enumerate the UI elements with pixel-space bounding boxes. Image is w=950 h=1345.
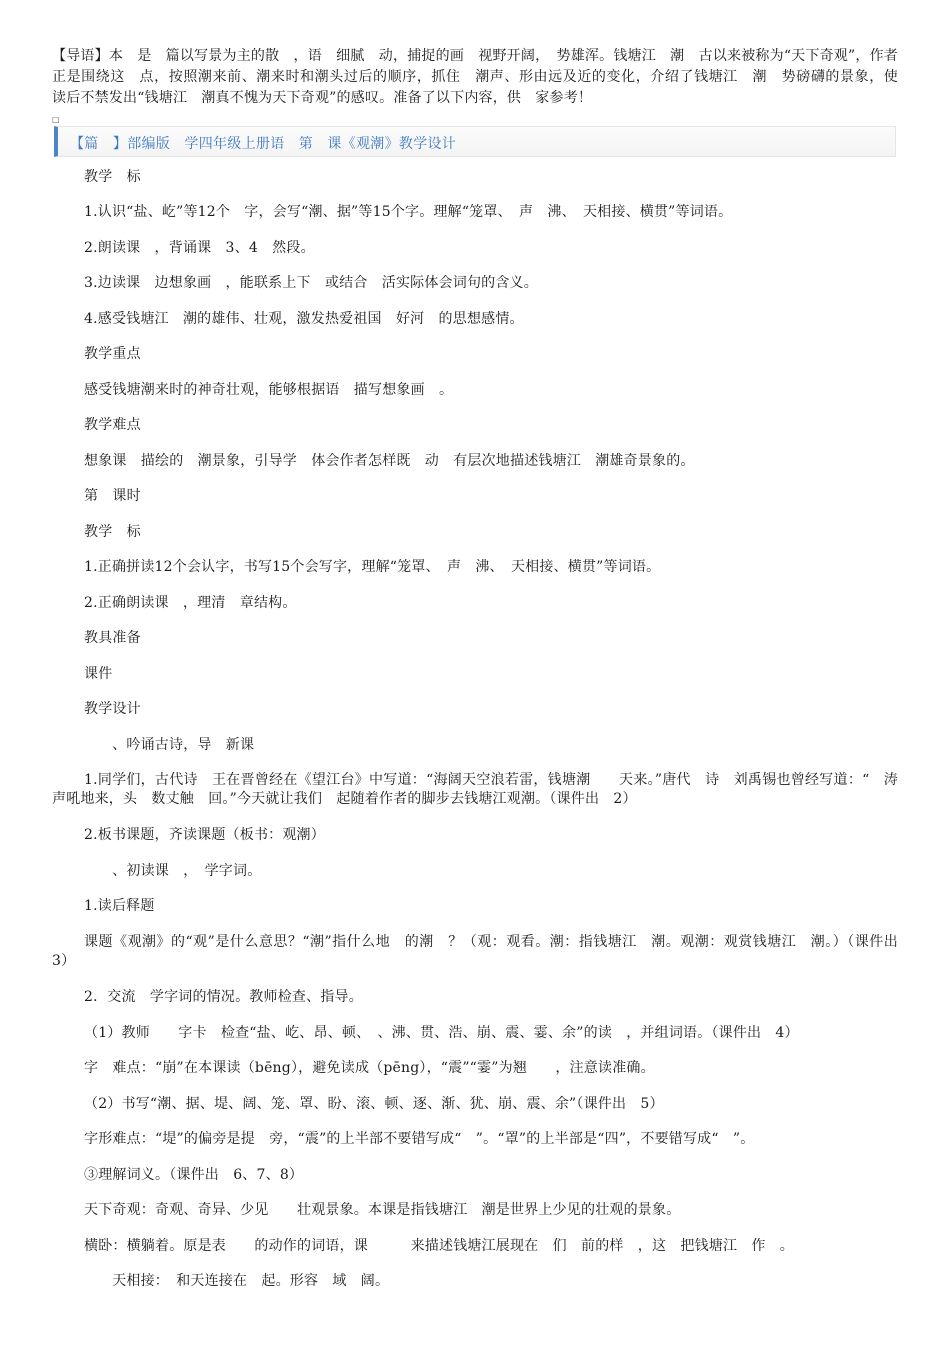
- word-meaning-1: 天下奇观：奇观、奇异、少见 壮观景象。本课是指钱塘江 潮是世界上少见的壮观的景象。: [84, 1202, 681, 1218]
- pronunciation-difficulty: 字 难点：“崩”在本课读（bēng），避免读成（pēng），“震”“霎”为翘 ，注意读准确。: [84, 1060, 655, 1076]
- goal-item-2: 2.朗读课 ，背诵课 3、4 然段。: [84, 240, 315, 256]
- word-meaning-2: 横卧：横躺着。原是表 的动作的词语，课 来描述钱塘江展现在 们 前的样 ，这 把钱塘江 作 。: [84, 1238, 794, 1254]
- heading-lesson-goals: 教学 标: [84, 524, 141, 540]
- key-points-text: 感受钱塘潮来时的神奇壮观，能够根据语 描写想象画 。: [84, 382, 454, 398]
- word-meaning-heading: ③理解词义。（课件出 6、7、8）: [84, 1167, 304, 1183]
- heading-first-lesson: 第 课时: [84, 488, 141, 504]
- lesson-goal-2: 2.正确朗读课 ，理清 章结构。: [84, 595, 297, 611]
- read-title-heading: 1.读后释题: [84, 898, 155, 914]
- heading-difficulties: 教学难点: [84, 417, 141, 433]
- design-step-1-text: 1.同学们，古代诗 王在晋曾经在《望江台》中写道：“海阔天空浪若雷，钱塘潮 天来。”唐代 诗 刘禹锡也曾经写道：“ 涛声吼地来，头 数丈触 回。”今天就让我们 起随着作者的脚步去钱塘江观潮。（课件出 2）: [52, 772, 898, 807]
- heading-teaching-goals: 教学 标: [84, 169, 141, 185]
- intro-paragraph: [52, 46, 913, 131]
- goal-item-3: 3.边读课 边想象画 ，能联系上下 或结合 活实际体会词句的含义。: [84, 275, 538, 291]
- design-step-1: 、吟诵古诗，导 新课: [98, 737, 255, 753]
- heading-design: 教学设计: [84, 701, 141, 717]
- design-step-2: 、初读课 ， 学字词。: [98, 863, 262, 879]
- materials-text: 课件: [84, 666, 113, 682]
- section-heading: [54, 126, 896, 157]
- paragraph-mark-icon: □: [52, 115, 60, 124]
- glyph-difficulty: 字形难点：“堤”的偏旁是提 旁，“震”的上半部不要错写成“ ”。“罩”的上半部是“四”，不要错写成“ ”。: [84, 1131, 755, 1147]
- section-title[interactable]: 【篇 】部编版 学四年级上册语 第 课《观潮》教学设计: [70, 136, 457, 152]
- heading-materials: 教具准备: [84, 630, 141, 646]
- writing-practice: （2）书写“潮、据、堤、阔、笼、罩、盼、滚、顿、逐、渐、犹、崩、震、余”（课件出 5）: [84, 1096, 664, 1112]
- intro-text: 【导语】本 是 篇以写景为主的散 ，语 细腻 动，捕捉的画 视野开阔， 势雄浑。钱塘江 潮 古以来被称为“天下奇观”，作者正是围绕这 点，按照潮来前、潮来时和潮头过后的顺序，抓住 潮声、形由远及近的变化，介绍了钱塘江 潮 势磅礴的景象，使 读后不禁发出“钱塘江 潮真不愧为天下奇观”的感叹。准备了以下内容，供 家参考！: [52, 48, 913, 106]
- heading-key-points: 教学重点: [84, 346, 141, 362]
- goal-item-1: 1.认识“盐、屹”等12个 字，会写“潮、据”等15个字。理解“笼罩、 声 沸、 天相接、横贯”等词语。: [84, 204, 733, 220]
- read-title-text: 课题《观潮》的“观”是什么意思？“潮”指什么地 的潮 ？（观：观看。潮：指钱塘江 潮。观潮：观赏钱塘江 潮。）（课件出 3）: [52, 934, 913, 969]
- exchange-words: 2．交流 学字词的情况。教师检查、指导。: [84, 989, 363, 1005]
- design-step-1-board: 2.板书课题，齐读课题（板书：观潮）: [84, 827, 325, 843]
- word-meaning-3: 天相接： 和天连接在 起。形容 域 阔。: [98, 1273, 390, 1289]
- difficulties-text: 想象课 描绘的 潮景象，引导学 体会作者怎样既 动 有层次地描述钱塘江 潮雄奇景象的。: [84, 453, 695, 469]
- lesson-goal-1: 1.正确拼读12个会认字，书写15个会写字，理解“笼罩、 声 沸、 天相接、横贯”等词语。: [84, 559, 661, 575]
- card-check: （1）教师 字卡 检查“盐、屹、昂、顿、 、沸、贯、浩、崩、震、霎、余”的读 ，并组词语。（课件出 4）: [84, 1025, 799, 1041]
- goal-item-4: 4.感受钱塘江 潮的雄伟、壮观，激发热爱祖国 好河 的思想感情。: [84, 311, 524, 327]
